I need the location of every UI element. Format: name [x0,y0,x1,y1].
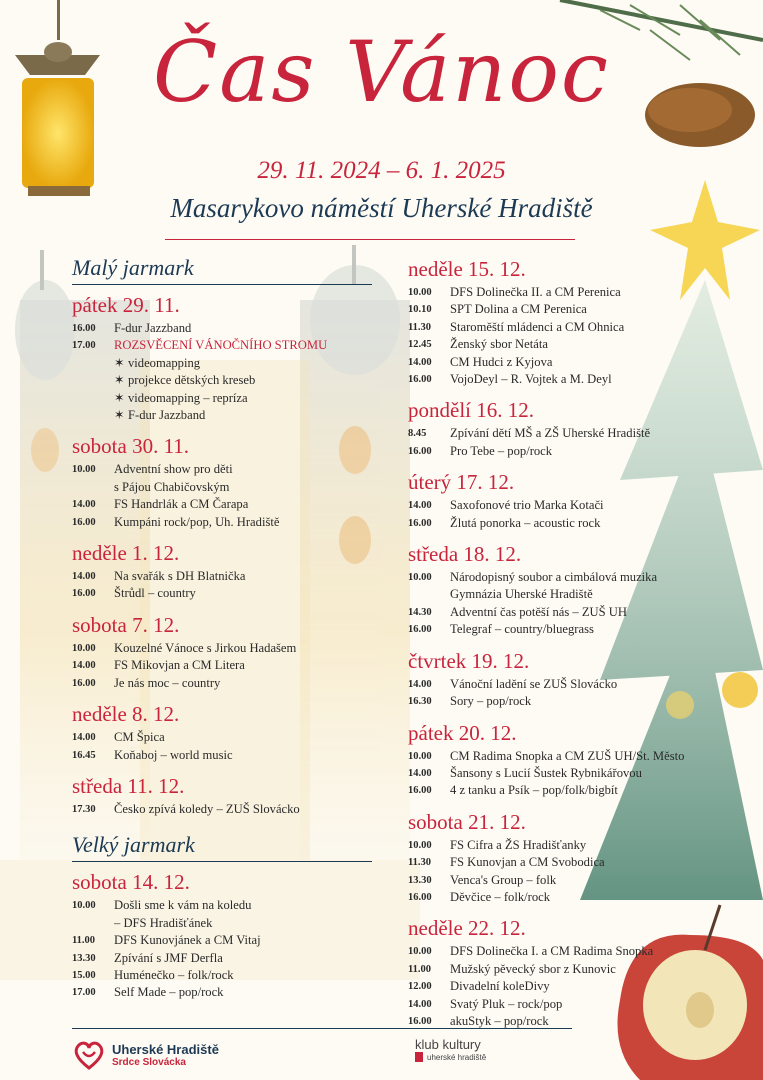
event-row [72,514,372,531]
day-block [72,702,372,764]
event-row [408,748,738,765]
event-time: 16.00 [72,323,96,334]
event-name: Pro Tebe – pop/rock [450,443,553,458]
event-row [408,765,738,782]
event-row [72,897,372,914]
event-row [72,337,372,354]
sub-item [72,407,372,424]
event-name: DFS Dolinečka I. a CM Radima Snopka [450,944,654,959]
spacer [72,764,372,774]
day-heading: úterý 17. 12. [408,470,515,495]
sub-item [72,355,372,372]
event-row [408,943,738,960]
event-time: 14.00 [408,678,432,690]
section-heading-velky-jarmark: Velký jarmark [72,832,372,862]
event-row [72,640,372,657]
event-name: DFS Kunovjánek a CM Vitaj [114,933,261,948]
event-time: 16.00 [408,517,432,529]
event-row [408,336,738,353]
event-row [72,801,372,818]
uherske-hradiste-logo [72,1038,219,1072]
day-heading: sobota 21. 12. [408,809,526,834]
event-name: Děvčice – folk/rock [450,889,551,904]
event-name: Mužský pěvecký sbor z Kunovic [450,961,616,976]
event-time: 15.00 [72,969,96,981]
event-name: Žlutá ponorka – acoustic rock [450,515,601,530]
event-time: 14.00 [72,571,96,583]
event-name: CM Radima Snopka a CM ZUŠ UH/St. Město [450,748,685,763]
event-name: Štrůdl – country [114,586,196,601]
day-block [72,293,372,424]
star-bullet-icon: ✶ [114,355,125,370]
event-time: 8.45 [408,428,427,440]
page-title: Čas Vánoc [153,23,610,121]
event-time: 11.30 [408,857,432,869]
event-row [408,889,738,906]
day-block [408,649,738,711]
event-name: Šansony s Lucií Šustek Rybnikářovou [450,765,642,780]
event-row [72,675,372,692]
day-block [408,470,738,532]
event-name: ROZSVĚCENÍ VÁNOČNÍHO STROMU [114,338,328,353]
event-name: Adventní čas potěší nás – ZUŠ UH [450,604,627,619]
event-name: Saxofonové trio Marka Kotači [450,498,604,513]
event-row [408,443,738,460]
event-time: 14.00 [408,500,432,512]
day-heading: sobota 30. 11. [72,434,190,459]
event-name: FS Kunovjan a CM Svobodica [450,855,605,870]
event-time: 16.00 [408,624,432,636]
day-heading: neděle 1. 12. [72,541,180,566]
event-name: FS Cifra a ŽS Hradišťanky [450,837,587,852]
event-row [72,657,372,674]
klub-kultury-name: klub kultury [415,1037,481,1052]
event-name: Telegraf – country/bluegrass [450,622,594,637]
event-time: 16.00 [408,891,432,903]
event-continuation: Gymnázia Uherské Hradiště [450,587,593,602]
event-time: 17.30 [72,803,96,815]
event-time: 16.30 [408,696,432,708]
event-name: VojoDeyl – R. Vojtek a M. Deyl [450,372,612,387]
event-time: 14.00 [72,732,96,744]
event-row [408,284,738,301]
event-row [408,872,738,889]
event-row [408,693,738,710]
event-time: 14.00 [408,767,432,779]
event-time: 17.00 [72,987,96,999]
right-column [408,257,738,1030]
event-row [408,996,738,1013]
event-name: DFS Dolinečka II. a CM Perenica [450,285,621,299]
spacer [408,532,738,542]
day-block [408,398,738,460]
event-row [72,585,372,602]
event-time: 14.30 [408,606,432,618]
footer-divider [72,1028,572,1029]
k-mark-icon [415,1052,423,1062]
event-row [72,932,372,949]
event-time: 17.00 [72,340,96,352]
event-name: Vánoční ladění se ZUŠ Slovácko [450,676,618,691]
event-name: Došli sme k vám na koledu [114,898,252,913]
event-name: Koňaboj – world music [114,747,233,762]
event-time: 16.00 [408,445,432,457]
sub-item-label: videomapping – repríza [128,390,248,405]
event-name: SPT Dolina a CM Perenica [450,302,587,317]
klub-kultury-logo [415,1038,486,1062]
day-heading: středa 18. 12. [408,542,522,567]
day-heading: sobota 7. 12. [72,612,180,637]
event-row [72,568,372,585]
day-heading: sobota 14. 12. [72,870,190,895]
logo-name: Uherské Hradiště [112,1041,219,1057]
spacer [408,388,738,398]
spacer [72,531,372,541]
day-block [408,257,738,388]
event-name: Self Made – pop/rock [114,985,224,1000]
day-heading: středa 11. 12. [72,773,185,798]
event-time: 11.30 [408,321,432,333]
event-time: 16.00 [72,677,96,689]
event-name: F-dur Jazzband [114,321,192,335]
event-time: 12.45 [408,339,432,351]
event-continuation: – DFS Hradišťánek [114,915,213,930]
event-row [408,301,738,318]
event-name: Kouzelné Vánoce s Jirkou Hadašem [114,640,297,655]
event-name: CM Špica [114,730,165,745]
event-name: Ženský sbor Netáta [450,337,548,352]
event-time: 10.00 [408,287,432,298]
event-time: 11.00 [408,963,432,975]
day-block [408,542,738,639]
event-name: Divadelní koleDivy [450,979,550,994]
event-name: FS Handrlák a CM Čarapa [114,497,249,512]
event-row [408,569,738,586]
sub-item [72,372,372,389]
day-heading: neděle 8. 12. [72,702,180,727]
klub-kultury-city: uherské hradiště [427,1052,487,1062]
event-time: 14.00 [72,499,96,511]
event-name: Huménečko – folk/rock [114,967,234,982]
heart-logo-icon [72,1038,106,1072]
day-block [408,721,738,800]
event-time: 10.00 [72,464,96,476]
event-time: 14.00 [408,998,432,1010]
event-row [72,461,372,478]
event-name: Staroměští mládenci a CM Ohnica [450,319,625,334]
day-block [72,434,372,531]
event-row [408,319,738,336]
spacer [72,692,372,702]
event-time: 10.00 [72,900,96,912]
day-block [72,613,372,692]
event-time: 16.00 [408,374,432,386]
event-name: Na svařák s DH Blatnička [114,569,246,584]
event-time: 13.30 [72,952,96,964]
sub-item-label: F-dur Jazzband [128,408,206,423]
day-heading: neděle 22. 12. [408,916,526,941]
event-row [72,496,372,513]
event-row [408,854,738,871]
event-row [408,961,738,978]
event-row [72,747,372,764]
spacer [408,639,738,649]
day-heading: pátek 29. 11. [72,293,180,317]
event-time: 16.45 [72,749,96,761]
event-row [408,978,738,995]
day-heading: čtvrtek 19. 12. [408,648,530,673]
event-row [408,604,738,621]
logo-tagline: Srdce Slovácka [112,1056,186,1068]
spacer [72,603,372,613]
sub-item-label: projekce dětských kreseb [128,373,256,388]
event-row [72,967,372,984]
star-bullet-icon: ✶ [114,390,125,405]
day-block [408,810,738,907]
event-time: 12.00 [408,981,432,993]
header-divider [165,239,575,240]
spacer [72,818,372,832]
day-block [72,774,372,818]
event-name: Zpívání dětí MŠ a ZŠ Uherské Hradiště [450,426,651,441]
star-bullet-icon: ✶ [114,373,125,388]
event-time: 10.10 [408,304,432,316]
event-name: FS Mikovjan a CM Litera [114,658,245,673]
event-time: 11.00 [72,935,96,947]
sub-item [72,390,372,407]
event-continuation: s Pájou Chabičovským [114,479,230,494]
event-name: 4 z tanku a Psík – pop/folk/bigbít [450,783,618,798]
event-row [408,676,738,693]
event-row [408,371,738,388]
event-row [72,950,372,967]
event-time: 16.00 [72,588,96,600]
event-time: 10.00 [408,839,432,851]
event-row [408,497,738,514]
day-block [72,870,372,1001]
event-name: akuStyk – pop/rock [450,1013,549,1028]
day-heading: neděle 15. 12. [408,257,526,281]
spacer [72,424,372,434]
left-column [72,255,372,1002]
event-time: 14.00 [72,660,96,672]
event-row [72,320,372,337]
event-time: 10.00 [408,572,432,584]
event-row [408,837,738,854]
spacer [408,711,738,721]
event-row [408,782,738,799]
event-name: Adventní show pro děti [114,462,233,477]
event-time: 13.30 [408,874,432,886]
event-row [408,354,738,371]
day-block [408,916,738,1030]
date-range: 29. 11. 2024 – 6. 1. 2025 [257,157,506,184]
event-time: 10.00 [72,642,96,654]
event-name: Kumpáni rock/pop, Uh. Hradiště [114,514,280,529]
event-row [408,621,738,638]
event-name: Svatý Pluk – rock/pop [450,996,563,1011]
event-time: 14.00 [408,356,432,368]
day-block [72,541,372,603]
event-name: CM Hudci z Kyjova [450,354,553,369]
event-time: 10.00 [408,946,432,958]
spacer [408,800,738,810]
day-heading: pátek 20. 12. [408,720,517,745]
spacer [408,460,738,470]
event-name: Je nás moc – country [114,675,221,690]
event-time: 10.00 [408,750,432,762]
event-name: Národopisný soubor a cimbálová muzika [450,570,658,585]
event-row [408,515,738,532]
event-time: 16.00 [408,1015,432,1027]
event-time: 16.00 [408,785,432,797]
event-row [72,984,372,1001]
event-name: Česko zpívá koledy – ZUŠ Slovácko [114,801,300,816]
venue-title: Masarykovo náměstí Uherské Hradiště [170,193,593,223]
event-name: Zpívání s JMF Derfla [114,950,223,965]
event-time: 16.00 [72,516,96,528]
star-bullet-icon: ✶ [114,408,125,423]
event-row [72,729,372,746]
section-heading-maly-jarmark: Malý jarmark [72,255,372,285]
sub-item-label: videomapping [128,355,201,370]
event-name: Sory – pop/rock [450,694,532,709]
event-name: Venca's Group – folk [450,872,557,887]
spacer [408,906,738,916]
day-heading: pondělí 16. 12. [408,398,534,423]
event-row [408,425,738,442]
